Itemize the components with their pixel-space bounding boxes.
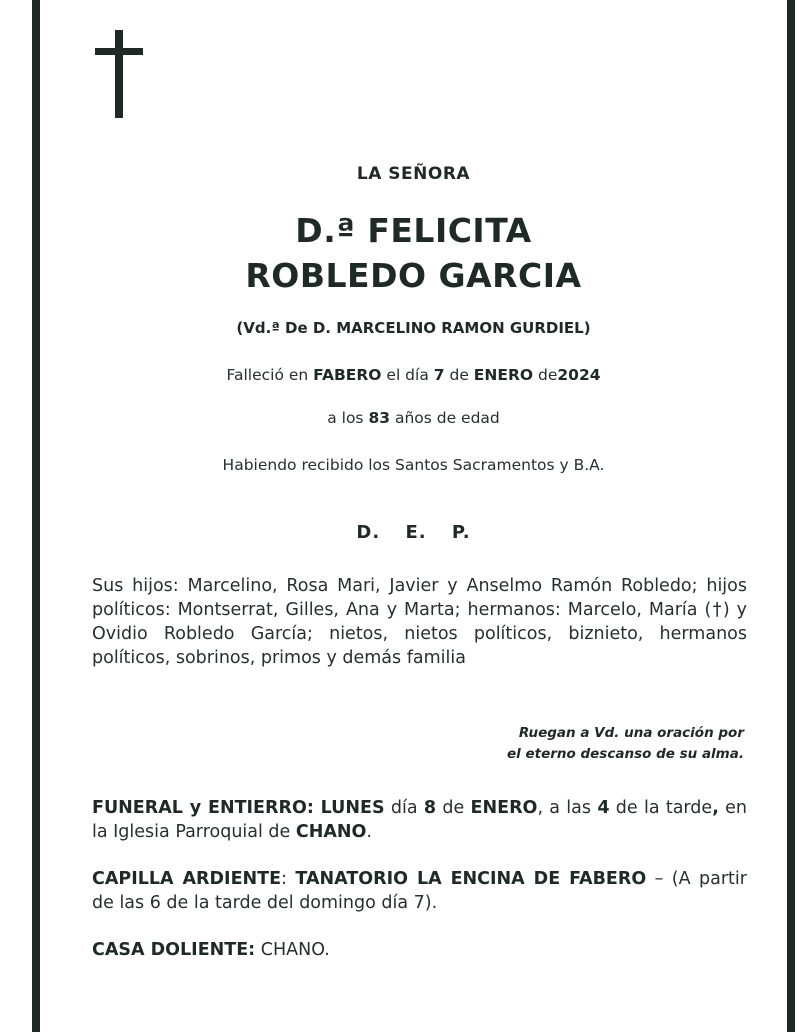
casa-paragraph: [92, 938, 747, 962]
funeral-t2: de: [436, 798, 471, 818]
funeral-t6: .: [366, 822, 372, 842]
capilla-place: TANATORIO LA ENCINA DE FABERO: [295, 869, 647, 889]
prayer-line-2: el eterno descanso de su alma.: [507, 746, 744, 762]
capilla-rest: – (A partir de las 6 de la tarde del domingo día 7).: [92, 869, 747, 913]
funeral-t5: en la Iglesia Parroquial de: [92, 798, 747, 842]
capilla-colon: :: [281, 869, 296, 889]
funeral-t1: día: [384, 798, 424, 818]
funeral-t3: , a las: [537, 798, 598, 818]
funeral-day: 8: [423, 798, 437, 818]
widow-of: (Vd.ª De D. MARCELINO RAMON GURDIEL): [236, 319, 591, 337]
casa-value: CHANO.: [255, 940, 330, 960]
funeral-comma: ,: [712, 798, 719, 818]
death-mid2: de: [444, 366, 474, 384]
age-info: [40, 409, 787, 427]
funeral-place: CHANO: [295, 822, 367, 842]
title-senora: LA SEÑORA: [356, 164, 471, 184]
name-line-1: D.ª FELICITA: [295, 211, 532, 250]
capilla-label: CAPILLA ARDIENTE: [92, 869, 282, 889]
death-day: 7: [433, 366, 445, 384]
name-line-2: ROBLEDO GARCIA: [245, 256, 582, 295]
funeral-paragraph: [92, 796, 747, 844]
casa-label: CASA DOLIENTE:: [92, 940, 256, 960]
age-prefix: a los: [327, 409, 369, 427]
funeral-t4: de la tarde: [609, 798, 713, 818]
dep-text: D. E. P.: [356, 522, 471, 543]
age-years: 83: [368, 409, 391, 427]
funeral-month: ENERO: [470, 798, 538, 818]
death-month: ENERO: [473, 366, 534, 384]
sacraments-text: Habiendo recibido los Santos Sacramentos y B.A.: [222, 456, 605, 474]
death-mid1: el día: [381, 366, 434, 384]
cross-icon: [95, 30, 145, 118]
funeral-label: FUNERAL y ENTIERRO: LUNES: [92, 798, 385, 818]
death-mid3: de: [533, 366, 558, 384]
left-border: [32, 0, 40, 1032]
prayer-request: [440, 723, 744, 765]
death-info: [40, 366, 787, 384]
age-suffix: años de edad: [390, 409, 500, 427]
right-border: [787, 0, 795, 1032]
death-prefix: Falleció en: [226, 366, 314, 384]
capilla-paragraph: [92, 867, 747, 915]
family-paragraph: Sus hijos: Marcelino, Rosa Mari, Javier y Anselmo Ramón Robledo; hijos políticos: Montserrat, Gilles, Ana y Marta; hermanos: Marcelo, María (†) y Ovidio Robledo García; nietos, nietos políticos, biznieto, hermanos políticos, sobrinos, primos y demás familia: [92, 576, 747, 668]
death-year: 2024: [557, 366, 601, 384]
funeral-hour: 4: [597, 798, 610, 818]
deceased-name: [40, 208, 787, 298]
prayer-line-1: Ruegan a Vd. una oración por: [518, 725, 744, 741]
death-place: FABERO: [313, 366, 382, 384]
